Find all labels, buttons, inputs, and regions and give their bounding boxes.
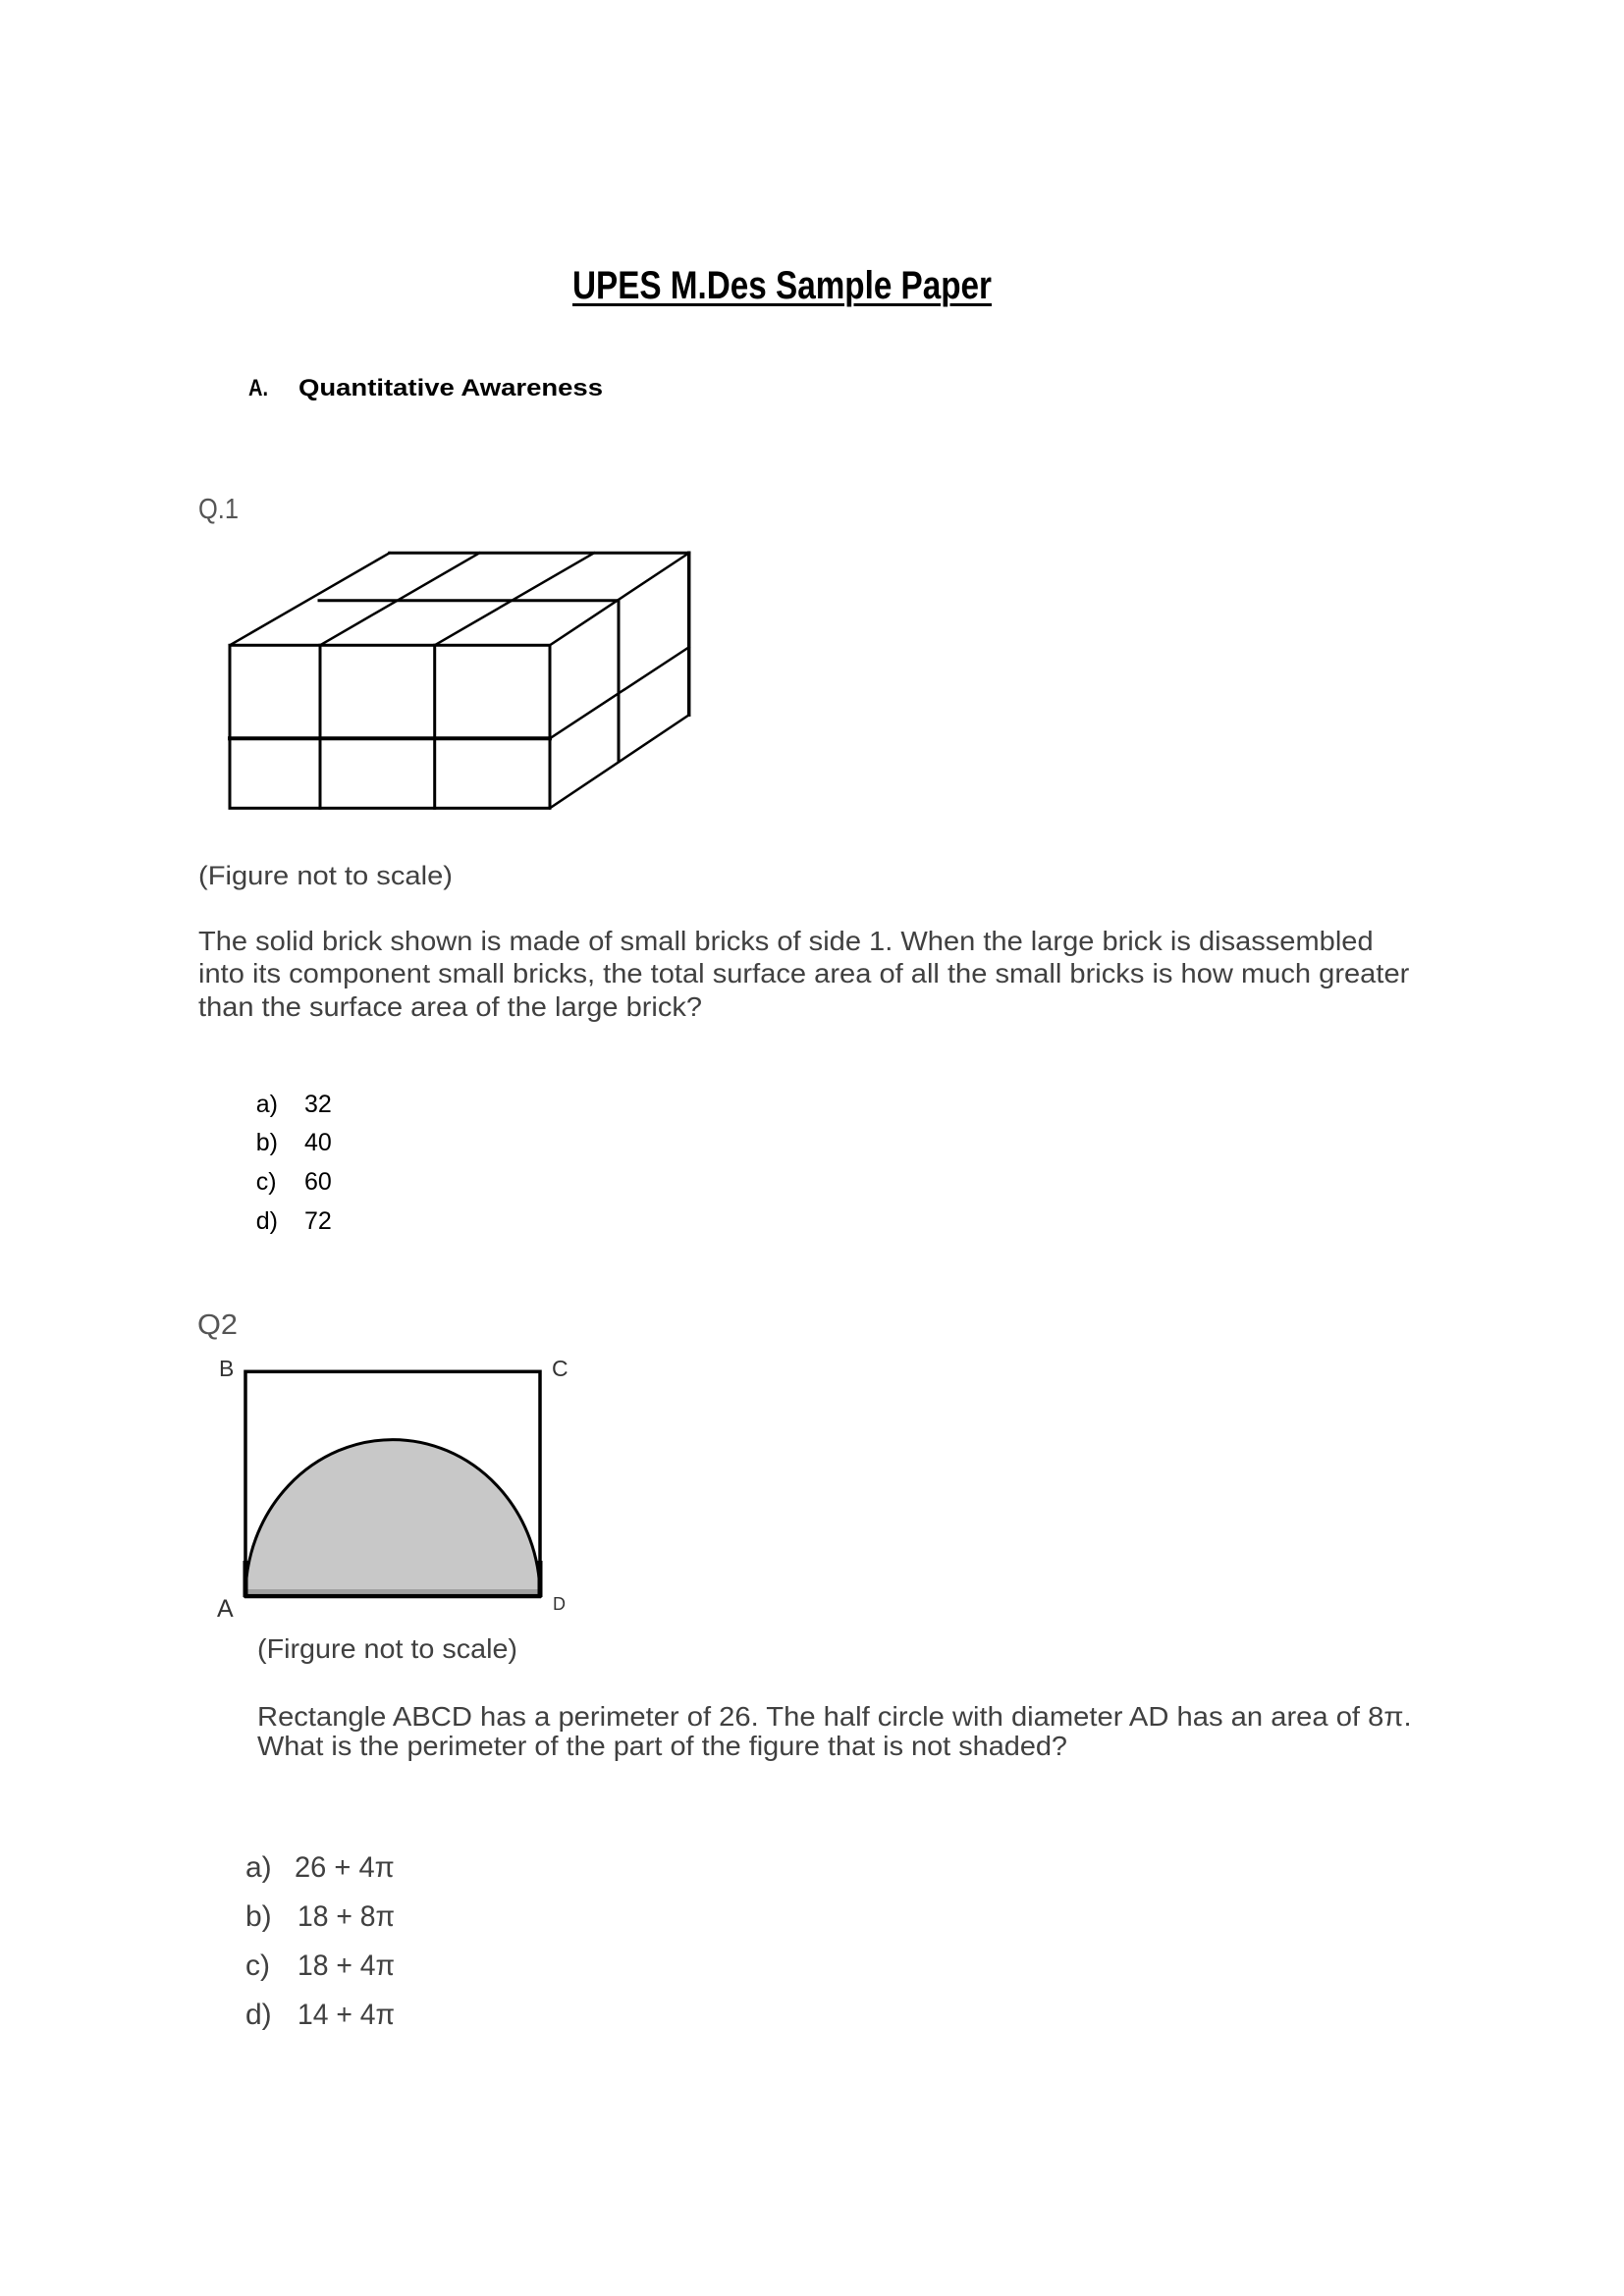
option-value: 18 + 4π <box>297 1949 395 1982</box>
section-heading: Quantitative Awareness <box>298 375 603 401</box>
vertex-label-c: C <box>552 1356 568 1381</box>
figure-note: (Figure not to scale) <box>197 861 453 891</box>
figure-note: (Firgure not to scale) <box>256 1632 517 1664</box>
option-key: d) <box>245 1998 272 2031</box>
question-text-line: Rectangle ABCD has a perimeter of 26. The half circle with diameter AD has an area of 8π. <box>256 1700 1412 1732</box>
page-title: UPES M.Des Sample Paper <box>572 264 992 307</box>
option-value: 32 <box>304 1091 332 1119</box>
option-key: b) <box>245 1899 272 1933</box>
option-value: 72 <box>304 1207 332 1236</box>
option-key: d) <box>255 1207 278 1236</box>
vertex-label-b: B <box>219 1356 235 1381</box>
option-value: 40 <box>304 1129 332 1157</box>
option-key: a) <box>255 1091 278 1119</box>
vertex-label-d: D <box>553 1594 566 1614</box>
option-value: 26 + 4π <box>295 1850 395 1884</box>
option-key: c) <box>255 1168 277 1197</box>
option-key: a) <box>245 1850 272 1884</box>
option-value: 14 + 4π <box>297 1998 395 2031</box>
question-label: Q.1 <box>197 493 239 525</box>
question-text-line: The solid brick shown is made of small bricks of side 1. When the large brick is disassembled <box>197 926 1374 957</box>
question-label: Q2 <box>197 1309 238 1342</box>
option-key: b) <box>255 1129 278 1157</box>
section-letter: A. <box>248 375 268 401</box>
option-value: 18 + 8π <box>297 1899 395 1933</box>
question-text-line: than the surface area of the large brick? <box>197 991 702 1022</box>
question-text-line: What is the perimeter of the part of the figure that is not shaded? <box>256 1730 1067 1761</box>
option-value: 60 <box>304 1168 332 1197</box>
question-text-line: into its component small bricks, the total surface area of all the small bricks is how much greater <box>197 958 1409 988</box>
vertex-label-a: A <box>217 1595 234 1623</box>
option-key: c) <box>245 1949 270 1982</box>
